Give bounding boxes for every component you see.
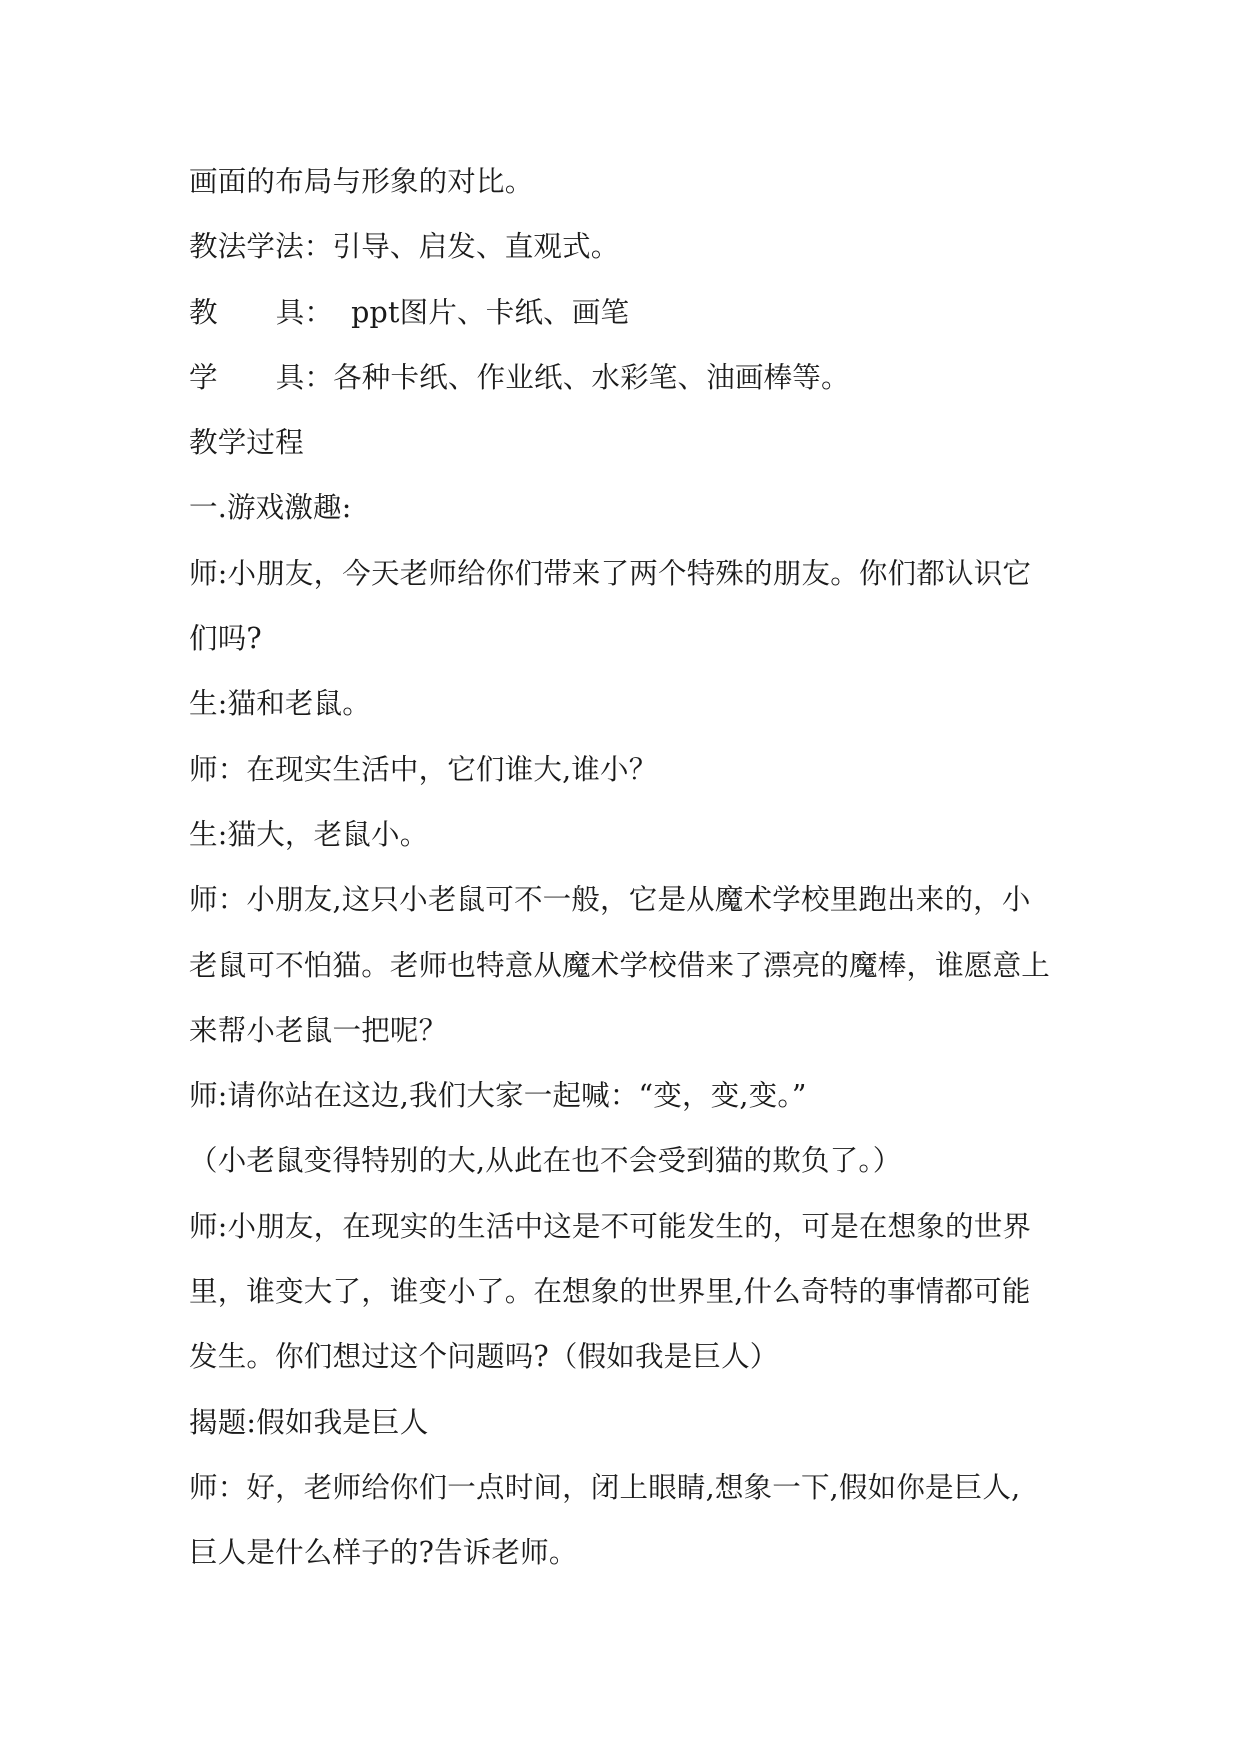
paragraph-line bbox=[189, 1074, 1059, 1139]
line-text: 揭题:假如我是巨人 bbox=[189, 1405, 429, 1439]
line-text: 巨人是什么样子的?告诉老师。 bbox=[189, 1536, 578, 1570]
paragraph-line bbox=[189, 1205, 1059, 1270]
paragraph-line bbox=[189, 1401, 1059, 1466]
line-text: 师：小朋友,这只小老鼠可不一般，它是从魔术学校里跑出来的，小 bbox=[189, 883, 1031, 917]
paragraph-line bbox=[189, 1466, 1059, 1531]
paragraph-line bbox=[189, 944, 1059, 1009]
line-text: 发生。你们想过这个问题吗?（假如我是巨人） bbox=[189, 1340, 779, 1374]
paragraph-line bbox=[189, 1270, 1059, 1335]
paragraph-line bbox=[189, 1531, 1059, 1596]
paragraph-line bbox=[189, 1139, 1059, 1204]
line-text: 教法学法：引导、启发、直观式。 bbox=[189, 230, 620, 264]
paragraph-line bbox=[189, 617, 1059, 682]
document-body bbox=[189, 160, 1059, 1597]
field-label-end: 具： bbox=[275, 360, 334, 394]
field-label-end: 具： bbox=[275, 295, 334, 329]
paragraph-line bbox=[189, 1009, 1059, 1074]
line-text: 师:小朋友，今天老师给你们带来了两个特殊的朋友。你们都认识它 bbox=[189, 556, 1032, 590]
line-text: （小老鼠变得特别的大,从此在也不会受到猫的欺负了。） bbox=[189, 1144, 902, 1178]
line-text: 老鼠可不怕猫。老师也特意从魔术学校借来了漂亮的魔棒，谁愿意上 bbox=[189, 948, 1051, 982]
paragraph-line bbox=[189, 813, 1059, 878]
line-text: 画面的布局与形象的对比。 bbox=[189, 165, 534, 198]
line-text: 生:猫和老鼠。 bbox=[189, 687, 372, 721]
subsection-heading bbox=[189, 486, 1059, 551]
paragraph-line bbox=[189, 552, 1059, 617]
line-text: 师:小朋友，在现实的生活中这是不可能发生的，可是在想象的世界 bbox=[189, 1209, 1032, 1243]
paragraph-line bbox=[189, 160, 1059, 225]
line-text: 师:请你站在这边,我们大家一起喊：“变，变,变。” bbox=[189, 1079, 807, 1113]
paragraph-line bbox=[189, 748, 1059, 813]
paragraph-line bbox=[189, 1335, 1059, 1400]
field-value: 各种卡纸、作业纸、水彩笔、油画棒等。 bbox=[333, 360, 850, 394]
learning-tools-line bbox=[189, 356, 1059, 421]
teaching-tools-line bbox=[189, 291, 1059, 356]
section-heading bbox=[189, 421, 1059, 486]
line-text: 师：在现实生活中，它们谁大,谁小？ bbox=[189, 752, 658, 786]
paragraph-line bbox=[189, 878, 1059, 943]
paragraph-line bbox=[189, 225, 1059, 290]
field-value: ppt图片、卡纸、画笔 bbox=[351, 295, 630, 329]
line-text: 教学过程 bbox=[189, 426, 304, 460]
field-label-start: 学 bbox=[189, 360, 218, 394]
line-text: 师：好，老师给你们一点时间，闭上眼睛,想象一下,假如你是巨人, bbox=[189, 1470, 1021, 1504]
line-text: 生:猫大，老鼠小。 bbox=[189, 817, 429, 851]
paragraph-line bbox=[189, 682, 1059, 747]
line-text: 一.游戏激趣: bbox=[189, 491, 352, 525]
line-text: 里，谁变大了，谁变小了。在想象的世界里,什么奇特的事情都可能 bbox=[189, 1275, 1031, 1309]
field-label-start: 教 bbox=[189, 295, 218, 329]
line-text: 们吗? bbox=[189, 622, 262, 656]
line-text: 来帮小老鼠一把呢？ bbox=[189, 1013, 448, 1047]
